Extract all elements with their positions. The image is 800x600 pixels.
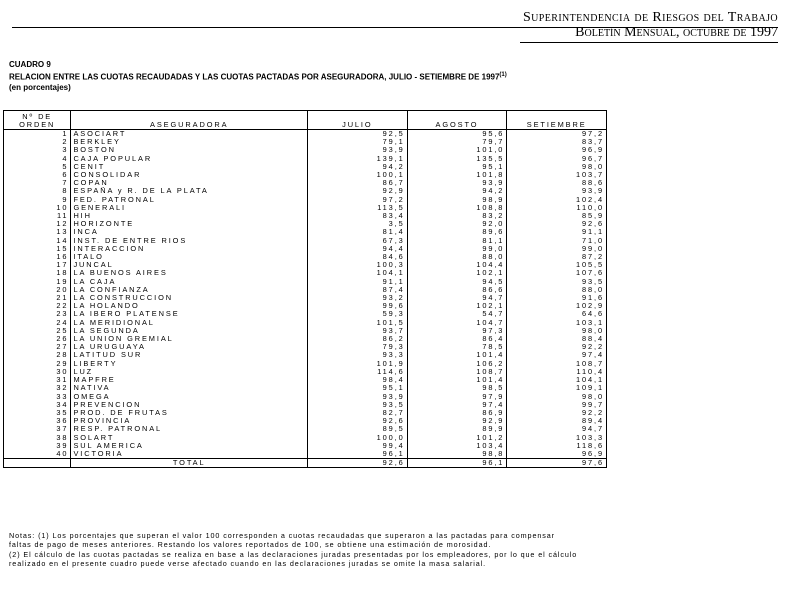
- insurer-cell: CENIT: [71, 163, 308, 171]
- order-cell: 2: [4, 138, 71, 146]
- total-label: TOTAL: [71, 459, 308, 468]
- agosto-cell: 95,6: [407, 130, 507, 139]
- setiembre-cell: 88,6: [507, 179, 607, 187]
- insurer-cell: LA CAJA: [71, 278, 308, 286]
- agosto-cell: 94,2: [407, 187, 507, 195]
- agosto-cell: 83,2: [407, 212, 507, 220]
- setiembre-cell: 94,7: [507, 425, 607, 433]
- setiembre-cell: 108,7: [507, 360, 607, 368]
- note-line: faltas de pago de meses anteriores. Restando los valores reportados de 100, se obtiene una estimación de morosidad.: [9, 540, 492, 550]
- insurer-cell: ASOCIART: [71, 130, 308, 139]
- order-cell: 21: [4, 294, 71, 302]
- agosto-cell: 99,0: [407, 245, 507, 253]
- table-row: [4, 130, 607, 139]
- julio-cell: 3,5: [308, 220, 408, 228]
- table-row: [4, 393, 607, 401]
- setiembre-cell: 103,1: [507, 319, 607, 327]
- order-cell: 30: [4, 368, 71, 376]
- table-row: [4, 368, 607, 376]
- order-cell: 12: [4, 220, 71, 228]
- agosto-cell: 102,1: [407, 302, 507, 310]
- order-cell: 17: [4, 261, 71, 269]
- table-row: [4, 196, 607, 204]
- agosto-cell: 92,9: [407, 417, 507, 425]
- table-title-text: RELACION ENTRE LAS CUOTAS RECAUDADAS Y LAS CUOTAS PACTADAS POR ASEGURADORA, JULIO - SETIEMBRE DE 1997: [9, 72, 500, 82]
- footnotes: [9, 531, 769, 569]
- julio-cell: 100,0: [308, 434, 408, 442]
- insurer-cell: LA HOLANDO: [71, 302, 308, 310]
- agosto-cell: 108,7: [407, 368, 507, 376]
- table-row: [4, 237, 607, 245]
- table-row: [4, 442, 607, 450]
- order-cell: 22: [4, 302, 71, 310]
- org-name: Superintendencia de Riesgos del Trabajo: [522, 10, 778, 25]
- setiembre-cell: 96,9: [507, 450, 607, 459]
- agosto-cell: 97,9: [407, 393, 507, 401]
- table-row: [4, 384, 607, 392]
- julio-cell: 101,5: [308, 319, 408, 327]
- total-row: [4, 459, 607, 468]
- col-header-order: [4, 111, 71, 130]
- table-row: [4, 434, 607, 442]
- insurer-cell: MAPFRE: [71, 376, 308, 384]
- julio-cell: 97,2: [308, 196, 408, 204]
- julio-cell: 93,5: [308, 401, 408, 409]
- table-row: [4, 302, 607, 310]
- setiembre-cell: 105,5: [507, 261, 607, 269]
- insurer-cell: LATITUD SUR: [71, 351, 308, 359]
- setiembre-cell: 85,9: [507, 212, 607, 220]
- agosto-cell: 89,6: [407, 228, 507, 236]
- insurer-cell: OMEGA: [71, 393, 308, 401]
- table-row: [4, 310, 607, 318]
- table-body: [4, 130, 607, 468]
- julio-cell: 67,3: [308, 237, 408, 245]
- order-cell: 31: [4, 376, 71, 384]
- table-row: [4, 179, 607, 187]
- setiembre-cell: 98,0: [507, 393, 607, 401]
- julio-cell: 94,2: [308, 163, 408, 171]
- julio-cell: 83,4: [308, 212, 408, 220]
- setiembre-cell: 89,4: [507, 417, 607, 425]
- table-row: [4, 351, 607, 359]
- setiembre-cell: 103,3: [507, 434, 607, 442]
- setiembre-cell: 92,2: [507, 343, 607, 351]
- julio-cell: 86,7: [308, 179, 408, 187]
- julio-cell: 113,5: [308, 204, 408, 212]
- table-row: [4, 146, 607, 154]
- table-row: [4, 417, 607, 425]
- agosto-cell: 86,6: [407, 286, 507, 294]
- setiembre-cell: 88,0: [507, 286, 607, 294]
- julio-cell: 100,3: [308, 261, 408, 269]
- table-row: [4, 204, 607, 212]
- order-cell: 37: [4, 425, 71, 433]
- agosto-cell: 101,8: [407, 171, 507, 179]
- julio-cell: 92,5: [308, 130, 408, 139]
- agosto-cell: 103,4: [407, 442, 507, 450]
- order-cell: 1: [4, 130, 71, 139]
- col-header-agosto: AGOSTO: [407, 111, 507, 130]
- order-cell: 15: [4, 245, 71, 253]
- insurer-cell: ESPAÑA y R. DE LA PLATA: [71, 187, 308, 195]
- total-setiembre: 97,6: [507, 459, 607, 468]
- table-row: [4, 286, 607, 294]
- agosto-cell: 104,7: [407, 319, 507, 327]
- insurer-cell: HORIZONTE: [71, 220, 308, 228]
- agosto-cell: 92,0: [407, 220, 507, 228]
- insurer-cell: CONSOLIDAR: [71, 171, 308, 179]
- setiembre-cell: 93,9: [507, 187, 607, 195]
- insurer-cell: PROVINCIA: [71, 417, 308, 425]
- julio-cell: 92,6: [308, 417, 408, 425]
- insurer-cell: LA BUENOS AIRES: [71, 269, 308, 277]
- insurer-cell: LA CONFIANZA: [71, 286, 308, 294]
- agosto-cell: 98,8: [407, 450, 507, 459]
- insurer-cell: LA SEGUNDA: [71, 327, 308, 335]
- julio-cell: 93,9: [308, 146, 408, 154]
- table-row: [4, 401, 607, 409]
- order-cell: 25: [4, 327, 71, 335]
- insurer-cell: BERKLEY: [71, 138, 308, 146]
- setiembre-cell: 107,6: [507, 269, 607, 277]
- note-line: (2) El cálculo de las cuotas pactadas se realiza en base a las declaraciones juradas presentadas por los empleadores, por lo que el cálculo: [9, 549, 578, 559]
- order-cell: 7: [4, 179, 71, 187]
- insurer-cell: LIBERTY: [71, 360, 308, 368]
- agosto-cell: 94,5: [407, 278, 507, 286]
- julio-cell: 99,4: [308, 442, 408, 450]
- julio-cell: 86,2: [308, 335, 408, 343]
- setiembre-cell: 92,6: [507, 220, 607, 228]
- julio-cell: 114,6: [308, 368, 408, 376]
- order-cell: 18: [4, 269, 71, 277]
- order-cell: 16: [4, 253, 71, 261]
- julio-cell: 100,1: [308, 171, 408, 179]
- quota-table: [3, 110, 607, 468]
- agosto-cell: 97,4: [407, 401, 507, 409]
- table-row: [4, 245, 607, 253]
- julio-cell: 101,9: [308, 360, 408, 368]
- agosto-cell: 101,0: [407, 146, 507, 154]
- table-titles: [9, 60, 507, 93]
- insurer-cell: GENERALI: [71, 204, 308, 212]
- julio-cell: 81,4: [308, 228, 408, 236]
- table-row: [4, 294, 607, 302]
- order-cell: 9: [4, 196, 71, 204]
- setiembre-cell: 110,0: [507, 204, 607, 212]
- table-row: [4, 450, 607, 459]
- agosto-cell: 106,2: [407, 360, 507, 368]
- order-cell: 28: [4, 351, 71, 359]
- setiembre-cell: 71,0: [507, 237, 607, 245]
- order-cell: 6: [4, 171, 71, 179]
- julio-cell: 99,6: [308, 302, 408, 310]
- table-row: [4, 171, 607, 179]
- table-row: [4, 343, 607, 351]
- julio-cell: 92,9: [308, 187, 408, 195]
- setiembre-cell: 98,0: [507, 163, 607, 171]
- agosto-cell: 98,5: [407, 384, 507, 392]
- note-line: Notas: (1) Los porcentajes que superan el valor 100 corresponden a cuotas recaudadas que superaron a las pactadas para compensar: [9, 531, 555, 540]
- order-cell: 26: [4, 335, 71, 343]
- agosto-cell: 102,1: [407, 269, 507, 277]
- agosto-cell: 93,9: [407, 179, 507, 187]
- julio-cell: 82,7: [308, 409, 408, 417]
- header-rule-top: [12, 27, 778, 28]
- total-agosto: 96,1: [407, 459, 507, 468]
- order-cell: 11: [4, 212, 71, 220]
- julio-cell: 93,3: [308, 351, 408, 359]
- insurer-cell: ITALO: [71, 253, 308, 261]
- insurer-cell: HIH: [71, 212, 308, 220]
- setiembre-cell: 96,9: [507, 146, 607, 154]
- insurer-cell: BOSTON: [71, 146, 308, 154]
- insurer-cell: RESP. PATRONAL: [71, 425, 308, 433]
- agosto-cell: 78,5: [407, 343, 507, 351]
- agosto-cell: 88,0: [407, 253, 507, 261]
- agosto-cell: 81,1: [407, 237, 507, 245]
- julio-cell: 91,1: [308, 278, 408, 286]
- agosto-cell: 89,9: [407, 425, 507, 433]
- insurer-cell: SOLART: [71, 434, 308, 442]
- setiembre-cell: 97,4: [507, 351, 607, 359]
- setiembre-cell: 98,0: [507, 327, 607, 335]
- insurer-cell: CAJA POPULAR: [71, 155, 308, 163]
- insurer-cell: PROD. DE FRUTAS: [71, 409, 308, 417]
- header-rule-bottom: [520, 42, 778, 43]
- insurer-cell: LA IBERO PLATENSE: [71, 310, 308, 318]
- julio-cell: 59,3: [308, 310, 408, 318]
- agosto-cell: 97,3: [407, 327, 507, 335]
- order-cell: 33: [4, 393, 71, 401]
- agosto-cell: 135,5: [407, 155, 507, 163]
- order-cell: 39: [4, 442, 71, 450]
- insurer-cell: LA UNION GREMIAL: [71, 335, 308, 343]
- agosto-cell: 101,2: [407, 434, 507, 442]
- order-cell: 23: [4, 310, 71, 318]
- insurer-cell: VICTORIA: [71, 450, 308, 459]
- col-header-julio: JULIO: [308, 111, 408, 130]
- julio-cell: 104,1: [308, 269, 408, 277]
- table-row: [4, 261, 607, 269]
- julio-cell: 87,4: [308, 286, 408, 294]
- insurer-cell: INST. DE ENTRE RIOS: [71, 237, 308, 245]
- table-row: [4, 425, 607, 433]
- table-subtitle: (en porcentajes): [9, 82, 71, 92]
- agosto-cell: 54,7: [407, 310, 507, 318]
- insurer-cell: INTERACCION: [71, 245, 308, 253]
- table-row: [4, 319, 607, 327]
- julio-cell: 94,4: [308, 245, 408, 253]
- setiembre-cell: 88,4: [507, 335, 607, 343]
- order-cell: 14: [4, 237, 71, 245]
- table-row: [4, 376, 607, 384]
- setiembre-cell: 99,7: [507, 401, 607, 409]
- insurer-cell: SUL AMERICA: [71, 442, 308, 450]
- table-row: [4, 187, 607, 195]
- order-cell: 3: [4, 146, 71, 154]
- julio-cell: 93,9: [308, 393, 408, 401]
- cuadro-number: CUADRO 9: [9, 60, 51, 69]
- order-cell: 4: [4, 155, 71, 163]
- order-cell: 35: [4, 409, 71, 417]
- order-cell: 40: [4, 450, 71, 459]
- insurer-cell: PREVENCION: [71, 401, 308, 409]
- agosto-cell: 86,4: [407, 335, 507, 343]
- total-order-cell: [4, 459, 71, 468]
- order-cell: 38: [4, 434, 71, 442]
- order-cell: 29: [4, 360, 71, 368]
- setiembre-cell: 109,1: [507, 384, 607, 392]
- setiembre-cell: 103,7: [507, 171, 607, 179]
- insurer-cell: COPAN: [71, 179, 308, 187]
- setiembre-cell: 110,4: [507, 368, 607, 376]
- table-row: [4, 212, 607, 220]
- julio-cell: 93,7: [308, 327, 408, 335]
- table-row: [4, 269, 607, 277]
- setiembre-cell: 92,2: [507, 409, 607, 417]
- agosto-cell: 94,7: [407, 294, 507, 302]
- setiembre-cell: 97,2: [507, 130, 607, 139]
- agosto-cell: 108,8: [407, 204, 507, 212]
- insurer-cell: LUZ: [71, 368, 308, 376]
- julio-cell: 93,2: [308, 294, 408, 302]
- julio-cell: 79,1: [308, 138, 408, 146]
- note-line: realizado en el presente cuadro puede verse afectado cuando en las declaraciones juradas se omite la masa salarial.: [9, 559, 487, 569]
- order-cell: 32: [4, 384, 71, 392]
- setiembre-cell: 118,6: [507, 442, 607, 450]
- insurer-cell: LA CONSTRUCCION: [71, 294, 308, 302]
- agosto-cell: 104,4: [407, 261, 507, 269]
- insurer-cell: LA MERIDIONAL: [71, 319, 308, 327]
- title-footnote-ref: (1): [499, 72, 507, 78]
- total-julio: 92,6: [308, 459, 408, 468]
- setiembre-cell: 87,2: [507, 253, 607, 261]
- insurer-cell: JUNCAL: [71, 261, 308, 269]
- setiembre-cell: 104,1: [507, 376, 607, 384]
- setiembre-cell: 93,5: [507, 278, 607, 286]
- order-cell: 19: [4, 278, 71, 286]
- setiembre-cell: 102,4: [507, 196, 607, 204]
- bulletin-name: Boletín Mensual, octubre de 1997: [575, 25, 778, 40]
- julio-cell: 98,4: [308, 376, 408, 384]
- setiembre-cell: 102,9: [507, 302, 607, 310]
- setiembre-cell: 83,7: [507, 138, 607, 146]
- table-row: [4, 163, 607, 171]
- julio-cell: 79,3: [308, 343, 408, 351]
- julio-cell: 96,1: [308, 450, 408, 459]
- table-row: [4, 278, 607, 286]
- table-title: [9, 70, 507, 83]
- table-row: [4, 220, 607, 228]
- julio-cell: 139,1: [308, 155, 408, 163]
- agosto-cell: 95,1: [407, 163, 507, 171]
- setiembre-cell: 96,7: [507, 155, 607, 163]
- julio-cell: 95,1: [308, 384, 408, 392]
- agosto-cell: 86,9: [407, 409, 507, 417]
- julio-cell: 84,6: [308, 253, 408, 261]
- setiembre-cell: 64,6: [507, 310, 607, 318]
- order-cell: 5: [4, 163, 71, 171]
- insurer-cell: NATIVA: [71, 384, 308, 392]
- col-header-order-line2: ORDEN: [19, 120, 56, 129]
- setiembre-cell: 99,0: [507, 245, 607, 253]
- setiembre-cell: 91,1: [507, 228, 607, 236]
- table-row: [4, 138, 607, 146]
- table-row: [4, 409, 607, 417]
- agosto-cell: 79,7: [407, 138, 507, 146]
- julio-cell: 89,5: [308, 425, 408, 433]
- insurer-cell: LA URUGUAYA: [71, 343, 308, 351]
- agosto-cell: 101,4: [407, 376, 507, 384]
- order-cell: 8: [4, 187, 71, 195]
- col-header-setiembre: SETIEMBRE: [507, 111, 607, 130]
- order-cell: 24: [4, 319, 71, 327]
- agosto-cell: 98,9: [407, 196, 507, 204]
- table-row: [4, 228, 607, 236]
- table-row: [4, 360, 607, 368]
- order-cell: 27: [4, 343, 71, 351]
- table-row: [4, 335, 607, 343]
- table-row: [4, 253, 607, 261]
- table-row: [4, 327, 607, 335]
- agosto-cell: 101,4: [407, 351, 507, 359]
- table-row: [4, 155, 607, 163]
- setiembre-cell: 91,6: [507, 294, 607, 302]
- report-header: [523, 10, 778, 40]
- order-cell: 20: [4, 286, 71, 294]
- insurer-cell: INCA: [71, 228, 308, 236]
- order-cell: 13: [4, 228, 71, 236]
- order-cell: 10: [4, 204, 71, 212]
- order-cell: 36: [4, 417, 71, 425]
- insurer-cell: FED. PATRONAL: [71, 196, 308, 204]
- order-cell: 34: [4, 401, 71, 409]
- col-header-order-line1: Nº DE: [22, 112, 53, 121]
- table-header-row: [4, 111, 607, 130]
- col-header-insurer: ASEGURADORA: [71, 111, 308, 130]
